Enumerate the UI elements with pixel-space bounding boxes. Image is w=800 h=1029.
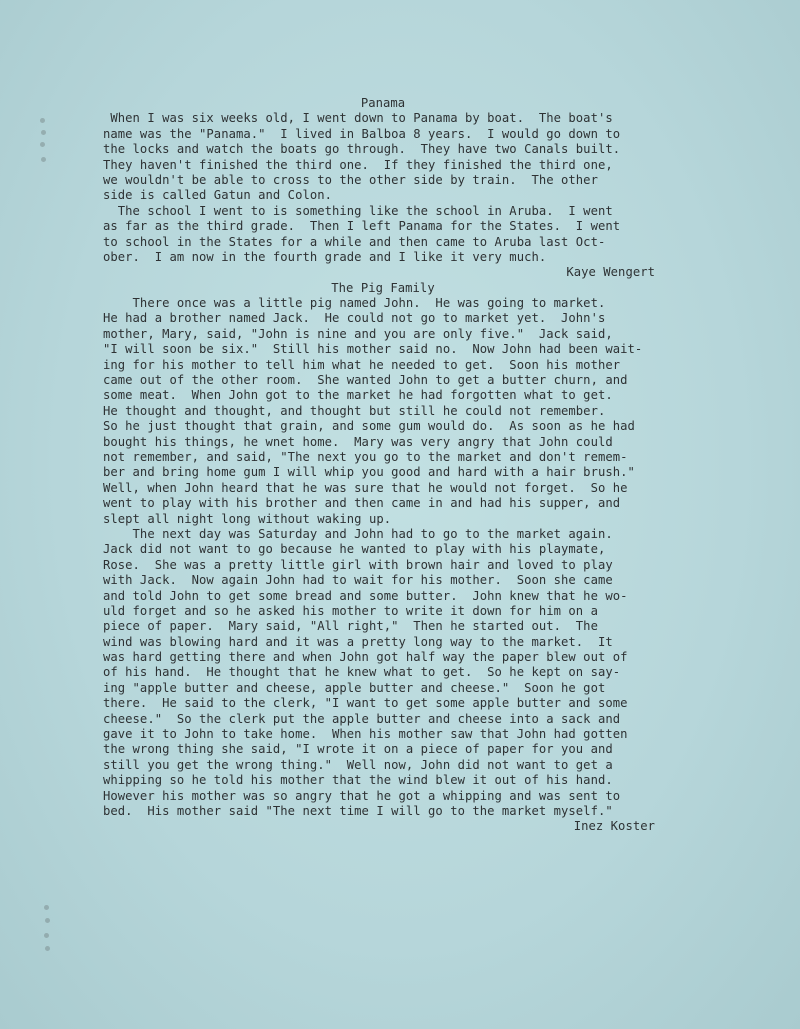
punch-hole-mark: [41, 130, 46, 135]
text-line: piece of paper. Mary said, "All right," Then he started out. The: [103, 619, 598, 634]
story-body-panama: [103, 111, 663, 265]
text-line: the locks and watch the boats go through. They have two Canals built.: [103, 142, 621, 157]
text-line: name was the "Panama." I lived in Balboa 8 years. I would go down to: [103, 126, 621, 141]
text-line: side is called Gatun and Colon.: [103, 188, 333, 203]
story-author-pig-family: Inez Koster: [573, 819, 655, 834]
text-line: with Jack. Now again John had to wait for his mother. Soon she came: [103, 573, 613, 588]
punch-hole-mark: [40, 118, 45, 123]
text-line: gave it to John to take home. When his mother saw that John had gotten: [103, 727, 628, 742]
text-line: The next day was Saturday and John had to go to the market again.: [103, 526, 613, 541]
text-line: Jack did not want to go because he wanted to play with his playmate,: [103, 542, 606, 557]
text-line: as far as the third grade. Then I left Panama for the States. I went: [103, 219, 621, 234]
story-body-pig-family: [103, 296, 663, 819]
text-line: mother, Mary, said, "John is nine and you are only five." Jack said,: [103, 326, 613, 341]
text-line: wind was blowing hard and it was a pretty long way to the market. It: [103, 634, 613, 649]
text-line: slept all night long without waking up.: [103, 511, 392, 526]
text-line: He had a brother named Jack. He could not go to market yet. John's: [103, 311, 606, 326]
text-line: still you get the wrong thing." Well now, John did not want to get a: [103, 757, 613, 772]
text-line: He thought and thought, and thought but still he could not remember.: [103, 403, 606, 418]
text-line: some meat. When John got to the market he had forgotten what to get.: [103, 388, 613, 403]
text-line: So he just thought that grain, and some gum would do. As soon as he had: [103, 419, 635, 434]
text-line: The school I went to is something like the school in Aruba. I went: [103, 203, 613, 218]
punch-hole-mark: [44, 933, 49, 938]
text-line: Well, when John heard that he was sure that he would not forget. So he: [103, 480, 628, 495]
punch-hole-mark: [45, 918, 50, 923]
text-line: of his hand. He thought that he knew what to get. So he kept on say-: [103, 665, 621, 680]
text-line: ober. I am now in the fourth grade and I like it very much.: [103, 249, 547, 264]
text-line: bought his things, he wnet home. Mary was very angry that John could: [103, 434, 613, 449]
story-author-panama: Kaye Wengert: [566, 265, 655, 280]
punch-hole-mark: [41, 157, 46, 162]
text-line: uld forget and so he asked his mother to write it down for him on a: [103, 603, 598, 618]
text-line: When I was six weeks old, I went down to Panama by boat. The boat's: [103, 111, 613, 126]
text-line: cheese." So the clerk put the apple butter and cheese into a sack and: [103, 711, 621, 726]
text-line: came out of the other room. She wanted John to get a butter churn, and: [103, 373, 628, 388]
text-line: Rose. She was a pretty little girl with brown hair and loved to play: [103, 557, 613, 572]
text-line: "I will soon be six." Still his mother said no. Now John had been wait-: [103, 342, 643, 357]
story-title-panama: Panama: [360, 96, 406, 110]
punch-hole-mark: [45, 946, 50, 951]
punch-hole-mark: [40, 142, 45, 147]
text-line: There once was a little pig named John. He was going to market.: [103, 296, 606, 311]
text-line: to school in the States for a while and then came to Aruba last Oct-: [103, 234, 606, 249]
text-line: They haven't finished the third one. If they finished the third one,: [103, 157, 613, 172]
text-line: However his mother was so angry that he got a whipping and was sent to: [103, 788, 621, 803]
typed-text-block: [103, 96, 663, 835]
punch-hole-mark: [44, 905, 49, 910]
text-line: not remember, and said, "The next you go to the market and don't remem-: [103, 449, 628, 464]
text-line: ber and bring home gum I will whip you good and hard with a hair brush.": [103, 465, 635, 480]
story-title-pig-family: The Pig Family: [331, 280, 435, 295]
text-line: was hard getting there and when John got half way the paper blew out of: [103, 650, 628, 665]
text-line: the wrong thing she said, "I wrote it on a piece of paper for you and: [103, 742, 613, 757]
text-line: went to play with his brother and then came in and had his supper, and: [103, 496, 621, 511]
text-line: bed. His mother said "The next time I will go to the market myself.": [103, 803, 613, 818]
text-line: there. He said to the clerk, "I want to get some apple butter and some: [103, 696, 628, 711]
text-line: ing for his mother to tell him what he needed to get. Soon his mother: [103, 357, 621, 372]
text-line: and told John to get some bread and some butter. John knew that he wo-: [103, 588, 628, 603]
text-line: whipping so he told his mother that the wind blew it out of his hand.: [103, 773, 613, 788]
text-line: ing "apple butter and cheese, apple butter and cheese." Soon he got: [103, 680, 606, 695]
text-line: we wouldn't be able to cross to the other side by train. The other: [103, 172, 598, 187]
